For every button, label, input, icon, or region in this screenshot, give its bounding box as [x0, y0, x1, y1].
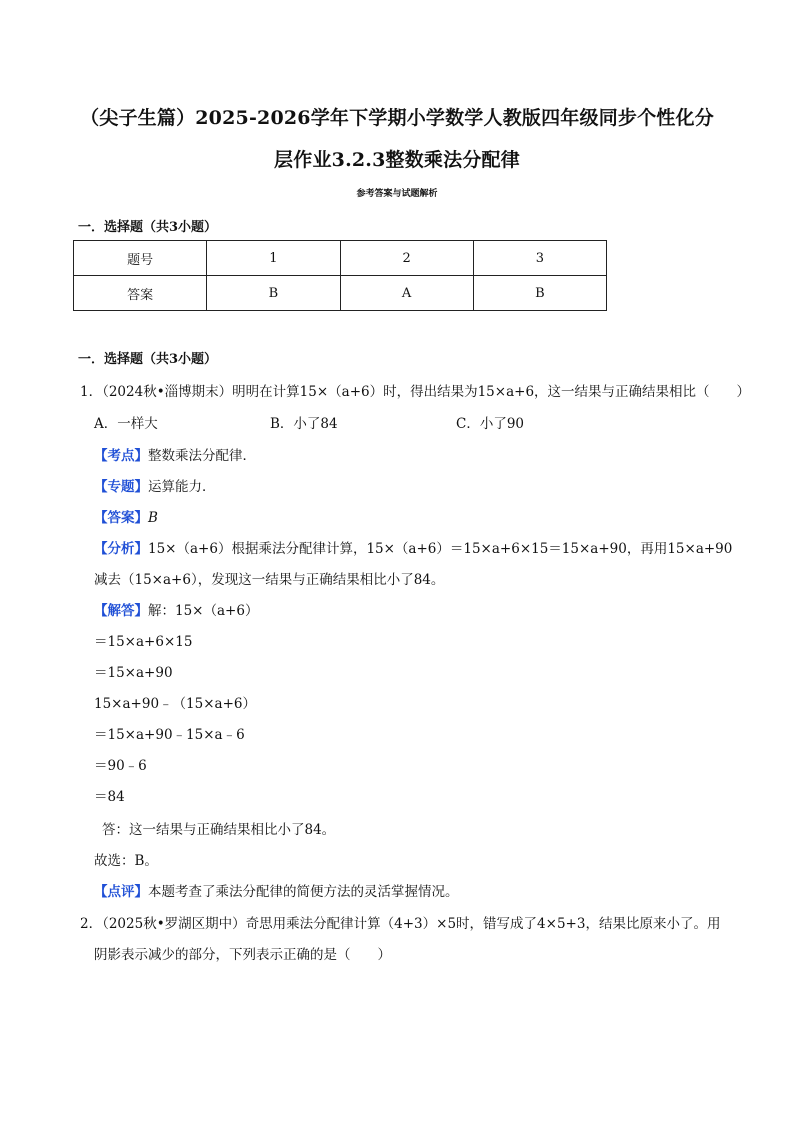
- fenxi-line-1: [94, 537, 732, 557]
- solution-step: ＝84: [94, 789, 125, 805]
- zhuanti-line: [94, 475, 216, 495]
- choice-statement: 故选：B。: [94, 853, 158, 869]
- section-heading-1: 一．选择题（共3小题）: [78, 220, 218, 235]
- jieda-line: [94, 599, 258, 619]
- answer-table: [73, 240, 607, 311]
- document-title-line-1: （尖子生篇）2025-2026学年下学期小学数学人教版四年级同步个性化分: [80, 107, 714, 129]
- jieda-tag: 【解答】: [94, 603, 148, 619]
- table-cell: B: [473, 276, 606, 311]
- table-cell: 答案: [74, 276, 207, 311]
- option-b: B．小了84: [270, 416, 338, 432]
- table-cell: 3: [473, 241, 606, 276]
- table-cell: 2: [340, 241, 473, 276]
- zhuanti-text: 运算能力．: [148, 479, 216, 495]
- dianping-line: [94, 880, 459, 900]
- daan-line: [94, 506, 158, 526]
- answer-statement: 答：这一结果与正确结果相比小了84。: [102, 822, 336, 838]
- solution-step: ＝15×a+6×15: [94, 634, 193, 650]
- table-row: [74, 241, 607, 276]
- kaodian-text: 整数乘法分配律．: [148, 448, 256, 464]
- option-a: A．一样大: [94, 416, 158, 432]
- kaodian-line: [94, 444, 256, 464]
- daan-tag: 【答案】: [94, 510, 148, 526]
- question-1-stem: 1．（2024秋•淄博期末）明明在计算15×（a+6）时，得出结果为15×a+6，这一结果与正确结果相比（ ）: [80, 384, 751, 400]
- table-cell: B: [207, 276, 340, 311]
- kaodian-tag: 【考点】: [94, 448, 148, 464]
- table-cell: A: [340, 276, 473, 311]
- solution-step: ＝15×a+90: [94, 665, 173, 681]
- table-row: [74, 276, 607, 311]
- daan-text: B: [148, 510, 158, 526]
- document-title-line-2: 层作业3.2.3整数乘法分配律: [274, 149, 520, 171]
- option-c: C．小了90: [456, 416, 525, 432]
- table-cell: 题号: [74, 241, 207, 276]
- fenxi-tag: 【分析】: [94, 541, 148, 557]
- jieda-text: 解：15×（a+6）: [148, 603, 259, 619]
- fenxi-text-1: 15×（a+6）根据乘法分配律计算，15×（a+6）＝15×a+6×15＝15×a+90，再用15×a+90: [148, 541, 733, 557]
- fenxi-line-2: 减去（15×a+6），发现这一结果与正确结果相比小了84。: [94, 572, 445, 588]
- solution-step: ＝90﹣6: [94, 758, 147, 774]
- table-cell: 1: [207, 241, 340, 276]
- question-2-stem-1: 2．（2025秋•罗湖区期中）奇思用乘法分配律计算（4+3）×5时，错写成了4×5+3，结果比原来小了。用: [80, 916, 721, 932]
- question-2-stem-2: 阴影表示减少的部分，下列表示正确的是（ ）: [94, 947, 391, 963]
- dianping-tag: 【点评】: [94, 884, 148, 900]
- zhuanti-tag: 【专题】: [94, 479, 148, 495]
- solution-step: 15×a+90﹣（15×a+6）: [94, 696, 256, 712]
- subtitle: 参考答案与试题解析: [356, 189, 438, 199]
- dianping-text: 本题考查了乘法分配律的简便方法的灵活掌握情况。: [148, 884, 459, 900]
- section-heading-2: 一．选择题（共3小题）: [78, 352, 218, 367]
- solution-step: ＝15×a+90﹣15×a﹣6: [94, 727, 245, 743]
